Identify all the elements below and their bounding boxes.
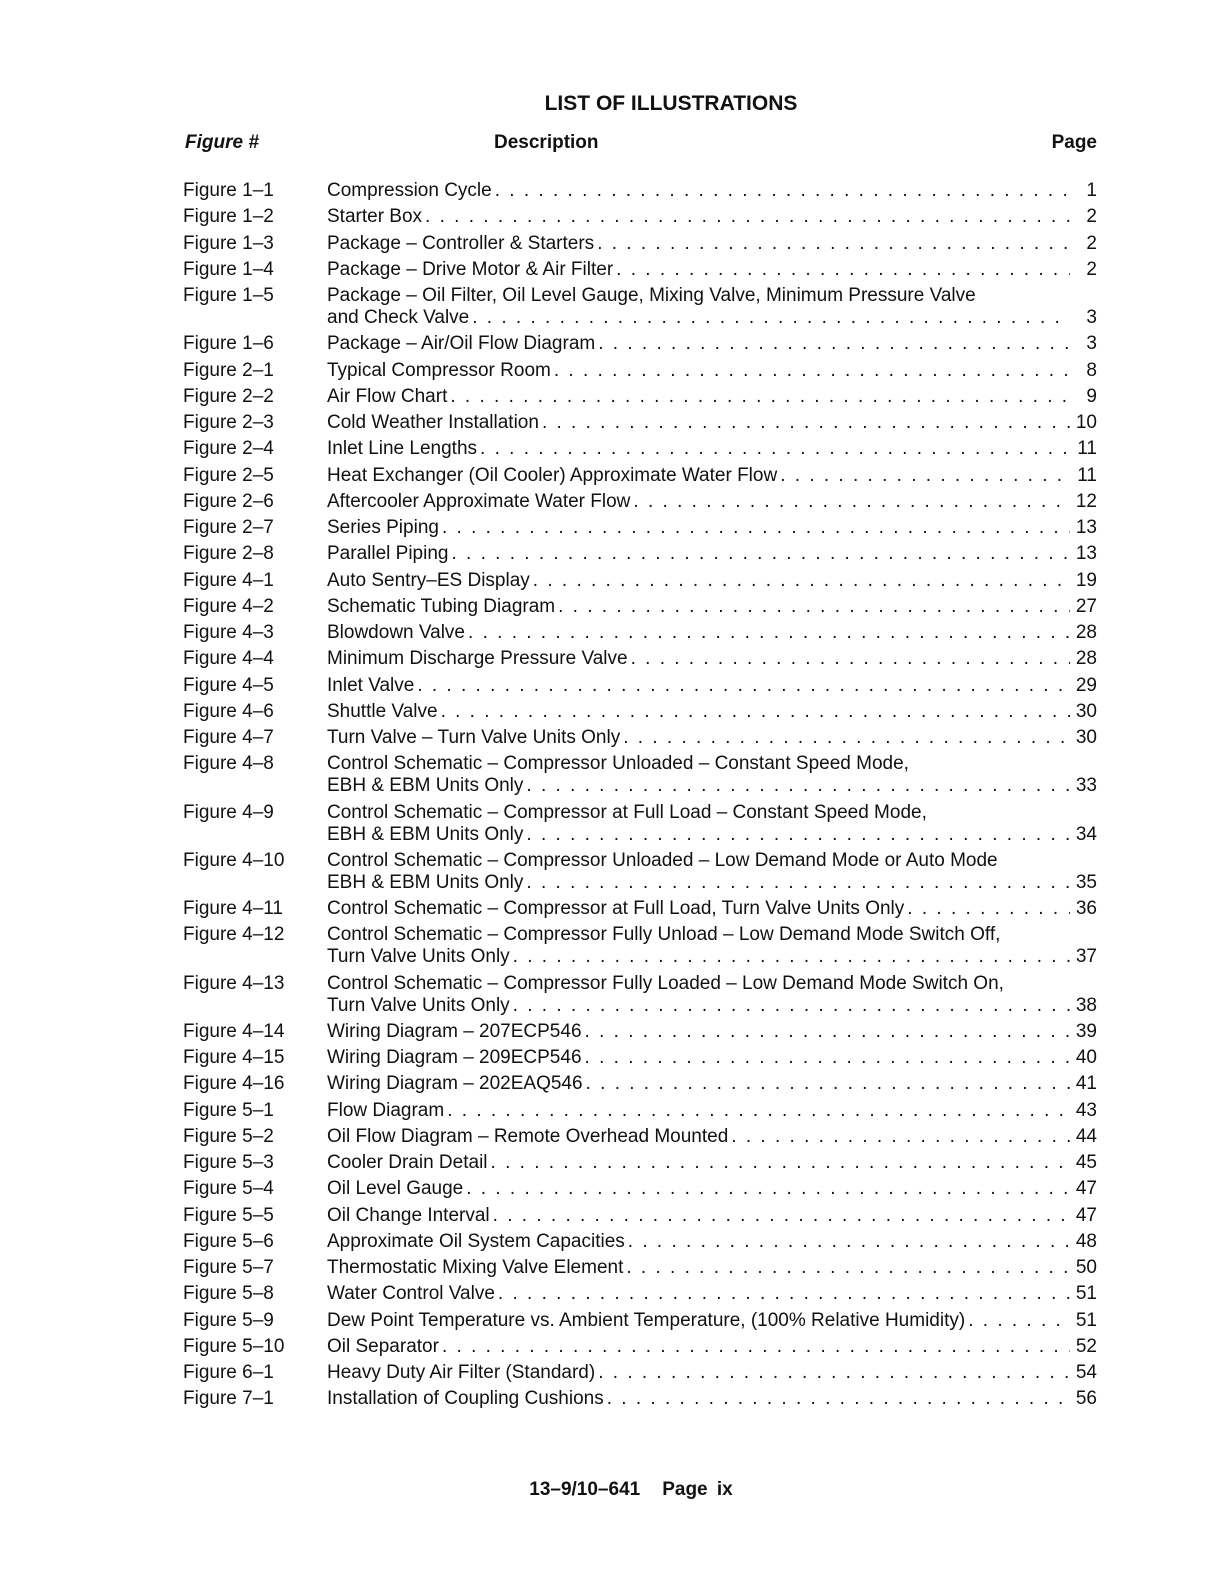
entry-description	[327, 924, 1097, 968]
figure-number: Figure 5–8	[183, 1283, 274, 1305]
page-reference: 40	[1075, 1047, 1097, 1068]
page-reference: 51	[1075, 1283, 1097, 1305]
list-entry	[183, 1073, 1097, 1095]
dot-leader	[493, 1205, 1070, 1227]
list-entry	[183, 360, 1097, 382]
figure-number: Figure 2–7	[183, 517, 274, 538]
page-reference: 45	[1075, 1152, 1097, 1173]
list-entry	[183, 570, 1097, 592]
description-text: Turn Valve Units Only	[327, 994, 510, 1016]
page-reference: 33	[1075, 775, 1097, 797]
entry-description	[327, 1336, 1097, 1358]
dot-leader	[498, 1283, 1070, 1305]
page-reference: 39	[1075, 1020, 1097, 1042]
page-reference: 11	[1077, 438, 1097, 460]
description-text: EBH & EBM Units Only	[327, 823, 524, 845]
page-reference: 29	[1075, 674, 1097, 696]
entry-description	[327, 701, 1097, 723]
page-footer	[0, 1479, 1232, 1501]
illustrations-list	[183, 180, 1097, 1415]
entry-description	[327, 1021, 1097, 1043]
entry-description	[327, 386, 1097, 408]
dot-leader	[468, 622, 1070, 644]
dot-leader	[616, 259, 1070, 281]
entry-description	[327, 1073, 1097, 1095]
page-reference: 37	[1075, 946, 1097, 968]
figure-number: Figure 4–11	[183, 898, 283, 919]
description-text: Wiring Diagram – 209ECP546	[327, 1047, 582, 1068]
list-entry	[183, 1362, 1097, 1384]
list-entry	[183, 491, 1097, 513]
entry-description	[327, 973, 1097, 1017]
entry-description	[327, 675, 1097, 697]
description-text: Air Flow Chart	[327, 385, 448, 407]
entry-description	[327, 753, 1097, 797]
entry-description	[327, 727, 1097, 749]
page-reference: 3	[1086, 307, 1097, 328]
page-reference: 19	[1075, 569, 1097, 591]
page-reference: 36	[1075, 898, 1097, 919]
dot-leader	[526, 775, 1070, 797]
dot-leader	[495, 180, 1070, 202]
dot-leader	[731, 1126, 1070, 1148]
entry-description	[327, 233, 1097, 255]
list-entry	[183, 333, 1097, 355]
list-entry	[183, 259, 1097, 281]
list-entry	[183, 1047, 1097, 1069]
description-text: Starter Box	[327, 206, 423, 228]
figure-number: Figure 4–2	[183, 595, 274, 617]
page-reference: 2	[1086, 232, 1097, 254]
description-text: Package – Controller & Starters	[327, 232, 595, 254]
list-entry	[183, 180, 1097, 202]
description-text: Minimum Discharge Pressure Valve	[327, 648, 628, 670]
page-reference: 50	[1075, 1257, 1097, 1278]
figure-number: Figure 4–4	[183, 648, 274, 670]
figure-number: Figure 2–6	[183, 490, 274, 512]
list-entry	[183, 675, 1097, 697]
list-entry	[183, 1310, 1097, 1332]
figure-number: Figure 5–2	[183, 1125, 274, 1147]
entry-description	[327, 1310, 1097, 1332]
figure-number: Figure 4–15	[183, 1047, 285, 1068]
list-entry	[183, 285, 1097, 329]
list-entry	[183, 898, 1097, 920]
page-reference: 12	[1075, 490, 1097, 512]
figure-number: Figure 4–3	[183, 622, 274, 643]
figure-number: Figure 5–1	[183, 1099, 274, 1121]
entry-description	[327, 360, 1097, 382]
description-text: Blowdown Valve	[327, 622, 466, 643]
entry-description	[327, 543, 1097, 565]
figure-number: Figure 1–2	[183, 206, 274, 228]
figure-number: Figure 5–3	[183, 1152, 274, 1173]
description-text: EBH & EBM Units Only	[327, 871, 524, 893]
description-text: Wiring Diagram – 207ECP546	[327, 1020, 582, 1042]
figure-number: Figure 2–3	[183, 412, 274, 433]
list-entry	[183, 465, 1097, 487]
figure-number: Figure 4–10	[183, 849, 285, 871]
figure-number: Figure 4–16	[183, 1073, 285, 1095]
dot-leader	[628, 1231, 1070, 1253]
entry-description	[327, 1126, 1097, 1148]
page-reference: 48	[1075, 1230, 1097, 1252]
entry-description	[327, 1205, 1097, 1227]
page-reference: 2	[1086, 258, 1097, 280]
description-text: Inlet Line Lengths	[327, 438, 478, 460]
figure-number: Figure 1–1	[183, 180, 274, 201]
description-first-line: Control Schematic – Compressor Unloaded – Low Demand Mode or Auto Mode	[327, 849, 998, 871]
entry-description	[327, 259, 1097, 281]
page-reference: 44	[1075, 1125, 1097, 1147]
page-reference: 10	[1075, 412, 1097, 433]
dot-leader	[442, 1336, 1070, 1358]
description-text: Parallel Piping	[327, 543, 449, 565]
page-reference: 3	[1086, 333, 1097, 355]
page-reference: 47	[1075, 1178, 1097, 1200]
description-text: Series Piping	[327, 517, 439, 538]
description-first-line: Control Schematic – Compressor Fully Unload – Low Demand Mode Switch Off,	[327, 924, 1001, 946]
page-reference: 38	[1075, 994, 1097, 1016]
page-reference: 54	[1075, 1362, 1097, 1383]
list-entry	[183, 727, 1097, 749]
list-entry	[183, 753, 1097, 797]
description-text: Schematic Tubing Diagram	[327, 595, 556, 617]
entry-description	[327, 648, 1097, 670]
dot-leader	[513, 995, 1070, 1017]
figure-number: Figure 2–1	[183, 359, 274, 381]
entry-description	[327, 285, 1097, 329]
dot-leader	[623, 727, 1070, 749]
entry-description	[327, 491, 1097, 513]
figure-number: Figure 5–5	[183, 1204, 274, 1226]
list-entry	[183, 596, 1097, 618]
page-column-header: Page	[1051, 132, 1097, 153]
page-reference: 28	[1075, 622, 1097, 643]
figure-number: Figure 5–10	[183, 1335, 285, 1357]
entry-description	[327, 898, 1097, 920]
figure-number: Figure 4–14	[183, 1020, 285, 1042]
entry-description	[327, 622, 1097, 644]
list-entry	[183, 1152, 1097, 1174]
dot-leader	[417, 675, 1070, 697]
entry-description	[327, 802, 1097, 846]
description-first-line: Package – Oil Filter, Oil Level Gauge, Mixing Valve, Minimum Pressure Valve	[327, 285, 976, 306]
list-entry	[183, 1205, 1097, 1227]
figure-number: Figure 2–5	[183, 464, 274, 486]
figure-number: Figure 5–7	[183, 1257, 274, 1278]
document-number: 13–9/10–641	[529, 1479, 641, 1500]
entry-description	[327, 1257, 1097, 1279]
entry-description	[327, 1231, 1097, 1253]
description-text: EBH & EBM Units Only	[327, 775, 524, 797]
figure-number: Figure 4–5	[183, 674, 274, 696]
entry-description	[327, 1047, 1097, 1069]
dot-leader	[480, 438, 1070, 460]
list-entry	[183, 233, 1097, 255]
entry-description	[327, 517, 1097, 539]
description-first-line: Control Schematic – Compressor Unloaded – Constant Speed Mode,	[327, 753, 909, 775]
figure-number: Figure 5–6	[183, 1230, 274, 1252]
page-reference: 28	[1075, 648, 1097, 670]
list-entry	[183, 1178, 1097, 1200]
figure-number: Figure 4–12	[183, 924, 285, 946]
description-text: Water Control Valve	[327, 1283, 495, 1305]
page-reference: 11	[1077, 464, 1097, 486]
dot-leader	[425, 206, 1070, 228]
description-text: Heat Exchanger (Oil Cooler) Approximate Water Flow	[327, 464, 778, 486]
entry-description	[327, 412, 1097, 434]
dot-leader	[586, 1073, 1070, 1095]
dot-leader	[450, 386, 1070, 408]
description-text: Oil Level Gauge	[327, 1178, 464, 1200]
list-entry	[183, 386, 1097, 408]
figure-number: Figure 2–4	[183, 438, 274, 460]
dot-leader	[626, 1257, 1070, 1279]
dot-leader	[597, 233, 1070, 255]
list-entry	[183, 1100, 1097, 1122]
page-reference: 13	[1075, 543, 1097, 565]
description-text: Turn Valve Units Only	[327, 946, 510, 968]
figure-number: Figure 4–1	[183, 569, 274, 591]
figure-number: Figure 4–9	[183, 801, 274, 823]
list-entry	[183, 1388, 1097, 1410]
page-reference: 27	[1075, 595, 1097, 617]
description-text: and Check Valve	[327, 307, 470, 328]
figure-number: Figure 1–4	[183, 258, 274, 280]
list-entry	[183, 1126, 1097, 1148]
list-entry	[183, 206, 1097, 228]
figure-number: Figure 4–13	[183, 972, 285, 994]
description-text: Package – Drive Motor & Air Filter	[327, 258, 614, 280]
list-entry	[183, 1231, 1097, 1253]
description-text: Oil Change Interval	[327, 1204, 490, 1226]
dot-leader	[598, 333, 1070, 355]
description-text: Heavy Duty Air Filter (Standard)	[327, 1362, 596, 1383]
description-text: Flow Diagram	[327, 1099, 445, 1121]
description-text: Cold Weather Installation	[327, 412, 539, 433]
page-reference: 51	[1075, 1309, 1097, 1331]
dot-leader	[526, 872, 1070, 894]
description-text: Dew Point Temperature vs. Ambient Temperature, (100% Relative Humidity)	[327, 1309, 966, 1331]
dot-leader	[907, 898, 1070, 920]
list-entry	[183, 622, 1097, 644]
page-reference: 13	[1075, 517, 1097, 538]
description-text: Aftercooler Approximate Water Flow	[327, 490, 631, 512]
description-text: Auto Sentry–ES Display	[327, 569, 530, 591]
dot-leader	[780, 465, 1070, 487]
description-text: Control Schematic – Compressor at Full Load, Turn Valve Units Only	[327, 898, 905, 919]
list-entry	[183, 1021, 1097, 1043]
dot-leader	[631, 648, 1070, 670]
description-first-line: Control Schematic – Compressor Fully Loaded – Low Demand Mode Switch On,	[327, 972, 1004, 994]
dot-leader	[533, 570, 1070, 592]
entry-description	[327, 180, 1097, 202]
dot-leader	[598, 1362, 1070, 1384]
page-reference: 1	[1086, 180, 1097, 201]
description-text: Wiring Diagram – 202EAQ546	[327, 1073, 583, 1095]
dot-leader	[441, 701, 1070, 723]
description-text: Turn Valve – Turn Valve Units Only	[327, 727, 621, 748]
entry-description	[327, 438, 1097, 460]
description-text: Package – Air/Oil Flow Diagram	[327, 333, 596, 355]
dot-leader	[968, 1310, 1070, 1332]
entry-description	[327, 465, 1097, 487]
description-text: Approximate Oil System Capacities	[327, 1230, 625, 1252]
description-text: Oil Flow Diagram – Remote Overhead Mounted	[327, 1125, 729, 1147]
page-reference: 2	[1086, 206, 1097, 228]
page-reference: 52	[1075, 1335, 1097, 1357]
dot-leader	[491, 1152, 1070, 1174]
entry-description	[327, 596, 1097, 618]
description-column-header: Description	[494, 132, 599, 153]
description-text: Installation of Coupling Cushions	[327, 1388, 604, 1410]
figure-number: Figure 1–3	[183, 232, 274, 254]
dot-leader	[585, 1021, 1070, 1043]
figure-number: Figure 6–1	[183, 1362, 274, 1383]
page-reference: 41	[1075, 1073, 1097, 1095]
description-text: Thermostatic Mixing Valve Element	[327, 1257, 624, 1278]
entry-description	[327, 206, 1097, 228]
page-reference: 8	[1086, 359, 1097, 381]
description-text: Typical Compressor Room	[327, 359, 551, 381]
page-reference: 47	[1075, 1204, 1097, 1226]
figure-number: Figure 4–8	[183, 753, 274, 775]
dot-leader	[472, 307, 1070, 329]
figure-number: Figure 4–7	[183, 727, 274, 748]
dot-leader	[607, 1388, 1070, 1410]
entry-description	[327, 570, 1097, 592]
list-entry	[183, 1257, 1097, 1279]
entry-description	[327, 1283, 1097, 1305]
page-reference: 9	[1086, 385, 1097, 407]
page-title: LIST OF ILLUSTRATIONS	[544, 92, 798, 115]
figure-number: Figure 4–6	[183, 700, 274, 722]
dot-leader	[451, 543, 1070, 565]
description-text: Shuttle Valve	[327, 700, 438, 722]
entry-description	[327, 1388, 1097, 1410]
list-entry	[183, 973, 1097, 1017]
list-entry	[183, 701, 1097, 723]
list-entry	[183, 412, 1097, 434]
list-entry	[183, 924, 1097, 968]
figure-number: Figure 7–1	[183, 1388, 274, 1410]
page-reference: 30	[1075, 727, 1097, 748]
list-entry	[183, 1336, 1097, 1358]
figure-number: Figure 1–6	[183, 333, 274, 355]
dot-leader	[542, 412, 1070, 434]
entry-description	[327, 850, 1097, 894]
dot-leader	[558, 596, 1070, 618]
page-reference: 34	[1075, 823, 1097, 845]
list-entry	[183, 648, 1097, 670]
description-text: Cooler Drain Detail	[327, 1152, 488, 1173]
dot-leader	[585, 1047, 1070, 1069]
figure-number: Figure 1–5	[183, 285, 274, 306]
entry-description	[327, 1178, 1097, 1200]
dot-leader	[554, 360, 1070, 382]
figure-number: Figure 5–9	[183, 1309, 274, 1331]
description-first-line: Control Schematic – Compressor at Full Load – Constant Speed Mode,	[327, 801, 927, 823]
figure-number: Figure 2–2	[183, 385, 274, 407]
list-entry	[183, 438, 1097, 460]
page-reference: 56	[1075, 1388, 1097, 1410]
page-reference: 35	[1075, 871, 1097, 893]
dot-leader	[442, 517, 1070, 539]
dot-leader	[513, 946, 1070, 968]
figure-number: Figure 2–8	[183, 543, 274, 565]
page-number: Page ix	[662, 1479, 733, 1500]
list-entry	[183, 850, 1097, 894]
page-reference: 30	[1075, 700, 1097, 722]
entry-description	[327, 1362, 1097, 1384]
dot-leader	[633, 491, 1070, 513]
page-reference: 43	[1075, 1099, 1097, 1121]
figure-column-header: Figure #	[185, 132, 259, 153]
description-text: Compression Cycle	[327, 180, 492, 201]
entry-description	[327, 1100, 1097, 1122]
entry-description	[327, 333, 1097, 355]
figure-number: Figure 5–4	[183, 1178, 274, 1200]
list-entry	[183, 802, 1097, 846]
dot-leader	[526, 824, 1070, 846]
entry-description	[327, 1152, 1097, 1174]
dot-leader	[466, 1178, 1070, 1200]
list-entry	[183, 1283, 1097, 1305]
list-entry	[183, 517, 1097, 539]
description-text: Oil Separator	[327, 1335, 439, 1357]
description-text: Inlet Valve	[327, 674, 415, 696]
list-entry	[183, 543, 1097, 565]
dot-leader	[447, 1100, 1070, 1122]
